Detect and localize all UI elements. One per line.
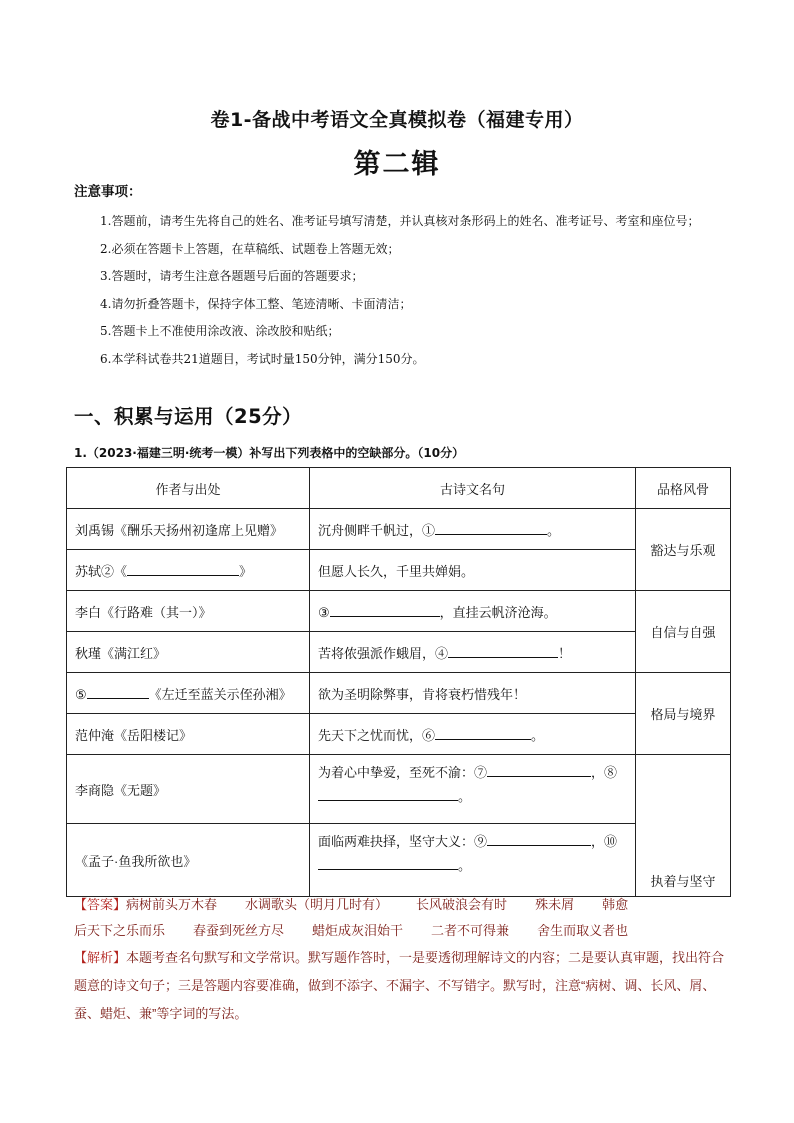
author-cell: 刘禹锡《酬乐天扬州初逢席上见赠》 bbox=[67, 509, 310, 550]
page-title: 卷1-备战中考语文全真模拟卷（福建专用） bbox=[210, 109, 584, 131]
column-header: 古诗文名句 bbox=[310, 468, 636, 509]
line-cell bbox=[310, 714, 636, 755]
line-text: 。 bbox=[547, 522, 561, 538]
notice-item: 3.答题时，请考生注意各题题号后面的答题要求； bbox=[100, 269, 364, 283]
line-cell bbox=[310, 509, 636, 550]
line-cell bbox=[310, 632, 636, 673]
table-header-row bbox=[67, 468, 731, 509]
page-subtitle: 第二辑 bbox=[353, 149, 441, 180]
author-text: ⑤ bbox=[75, 686, 87, 702]
answer-item: 舍生而取义者也 bbox=[537, 923, 629, 938]
answer-blank[interactable] bbox=[448, 644, 558, 658]
author-cell bbox=[67, 673, 310, 714]
style-cell: 自信与自强 bbox=[636, 591, 731, 673]
table-row bbox=[67, 550, 731, 591]
answer-item: 春蚕到死丝方尽 bbox=[193, 923, 285, 938]
table-row bbox=[67, 632, 731, 673]
line-text: ，⑧ bbox=[591, 765, 618, 780]
analysis-block bbox=[74, 944, 736, 1028]
column-header: 品格风骨 bbox=[636, 468, 731, 509]
table-row bbox=[67, 673, 731, 714]
table-row bbox=[67, 824, 731, 897]
answer-blank[interactable] bbox=[435, 521, 547, 535]
table-row bbox=[67, 509, 731, 550]
style-cell: 执着与坚守 bbox=[636, 755, 731, 897]
line-text: 。 bbox=[458, 789, 472, 804]
answer-block bbox=[74, 892, 734, 944]
author-text: 》 bbox=[239, 563, 253, 579]
answer-blank[interactable] bbox=[487, 832, 591, 846]
notice-list bbox=[74, 208, 724, 373]
answer-item: 后天下之乐而乐 bbox=[74, 923, 166, 938]
line-text: 苦将侬强派作蛾眉，④ bbox=[318, 645, 449, 661]
line-text: 。 bbox=[458, 858, 472, 873]
notice-item: 4.请勿折叠答题卡，保持字体工整、笔迹清晰、卡面清洁； bbox=[100, 296, 412, 311]
line-text: 先天下之忧而忧，⑥ bbox=[318, 727, 436, 743]
author-cell: 李商隐《无题》 bbox=[67, 755, 310, 824]
answer-tag: 【答案】 bbox=[74, 897, 127, 912]
answer-blank[interactable] bbox=[330, 603, 440, 617]
answer-item: 水调歌头（明月几时有） bbox=[245, 897, 389, 912]
line-text: ，直挂云帆济沧海。 bbox=[439, 604, 557, 620]
notice-item: 6.本学科试卷共21道题目，考试时量150分钟，满分150分。 bbox=[100, 351, 425, 366]
author-cell: 秋瑾《满江红》 bbox=[67, 632, 310, 673]
answer-item: 二者不可得兼 bbox=[431, 923, 510, 938]
answer-item: 病树前头万木春 bbox=[126, 897, 218, 912]
notice-heading: 注意事项： bbox=[74, 184, 142, 200]
analysis-tag: 【解析】 bbox=[74, 950, 127, 965]
author-cell: 《孟子·鱼我所欲也》 bbox=[67, 824, 310, 897]
line-cell bbox=[310, 591, 636, 632]
notice-item: 2.必须在答题卡上答题，在草稿纸、试题卷上答题无效； bbox=[100, 241, 400, 256]
notice-item: 1.答题前，请考生先将自己的姓名、准考证号填写清楚，并认真核对条形码上的姓名、准考证号、考室和座位号； bbox=[100, 214, 700, 228]
notice-item: 5.答题卡上不准使用涂改液、涂改胶和贴纸； bbox=[100, 324, 340, 338]
author-cell: 范仲淹《岳阳楼记》 bbox=[67, 714, 310, 755]
answer-item: 殊未屑 bbox=[535, 897, 575, 912]
answer-item: 韩愈 bbox=[602, 897, 629, 912]
line-cell: 欲为圣明除弊事，肯将衰朽惜残年！ bbox=[310, 673, 636, 714]
line-cell bbox=[310, 755, 636, 824]
line-text: ，⑩ bbox=[591, 834, 618, 849]
author-cell bbox=[67, 550, 310, 591]
table-row bbox=[67, 755, 731, 824]
style-cell: 豁达与乐观 bbox=[636, 509, 731, 591]
line-cell: 但愿人长久，千里共婵娟。 bbox=[310, 550, 636, 591]
answer-blank[interactable] bbox=[435, 726, 531, 740]
question-stem: 1.（2023·福建三明·统考一模）补写出下列表格中的空缺部分。（10分） bbox=[74, 446, 465, 460]
poem-table bbox=[66, 467, 731, 897]
analysis-text: 本题考查名句默写和文学常识。默写题作答时，一是要透彻理解诗文的内容；二是要认真审题，找出符合题意的诗文句子；三是答题内容要准确，做到不添字、不漏字、不写错字。默写时，注意“病树、调、长风、屑、蚕、蜡炬、兼”等字词的写法。 bbox=[74, 950, 725, 1021]
line-text: ③ bbox=[318, 604, 330, 620]
answer-blank[interactable] bbox=[318, 856, 458, 870]
line-text: ！ bbox=[558, 645, 572, 661]
section-heading: 一、积累与运用（25分） bbox=[74, 405, 303, 428]
style-cell: 格局与境界 bbox=[636, 673, 731, 755]
table-row bbox=[67, 591, 731, 632]
author-text: 苏轼②《 bbox=[75, 563, 128, 579]
author-cell: 李白《行路难（其一）》 bbox=[67, 591, 310, 632]
line-text: 。 bbox=[531, 727, 545, 743]
answer-item: 长风破浪会有时 bbox=[416, 897, 508, 912]
line-text: 为着心中挚爱，至死不渝：⑦ bbox=[318, 765, 488, 780]
table-row bbox=[67, 714, 731, 755]
answer-item: 蜡炬成灰泪始干 bbox=[312, 923, 404, 938]
author-text: 《左迁至蓝关示侄孙湘》 bbox=[148, 686, 292, 702]
answer-blank[interactable] bbox=[87, 685, 149, 699]
answer-blank[interactable] bbox=[487, 763, 591, 777]
column-header: 作者与出处 bbox=[67, 468, 310, 509]
line-text: 沉舟侧畔千帆过，① bbox=[318, 522, 436, 538]
line-text: 面临两难抉择，坚守大义：⑨ bbox=[318, 834, 488, 849]
line-cell bbox=[310, 824, 636, 897]
answer-blank[interactable] bbox=[318, 787, 458, 801]
answer-blank[interactable] bbox=[127, 562, 239, 576]
